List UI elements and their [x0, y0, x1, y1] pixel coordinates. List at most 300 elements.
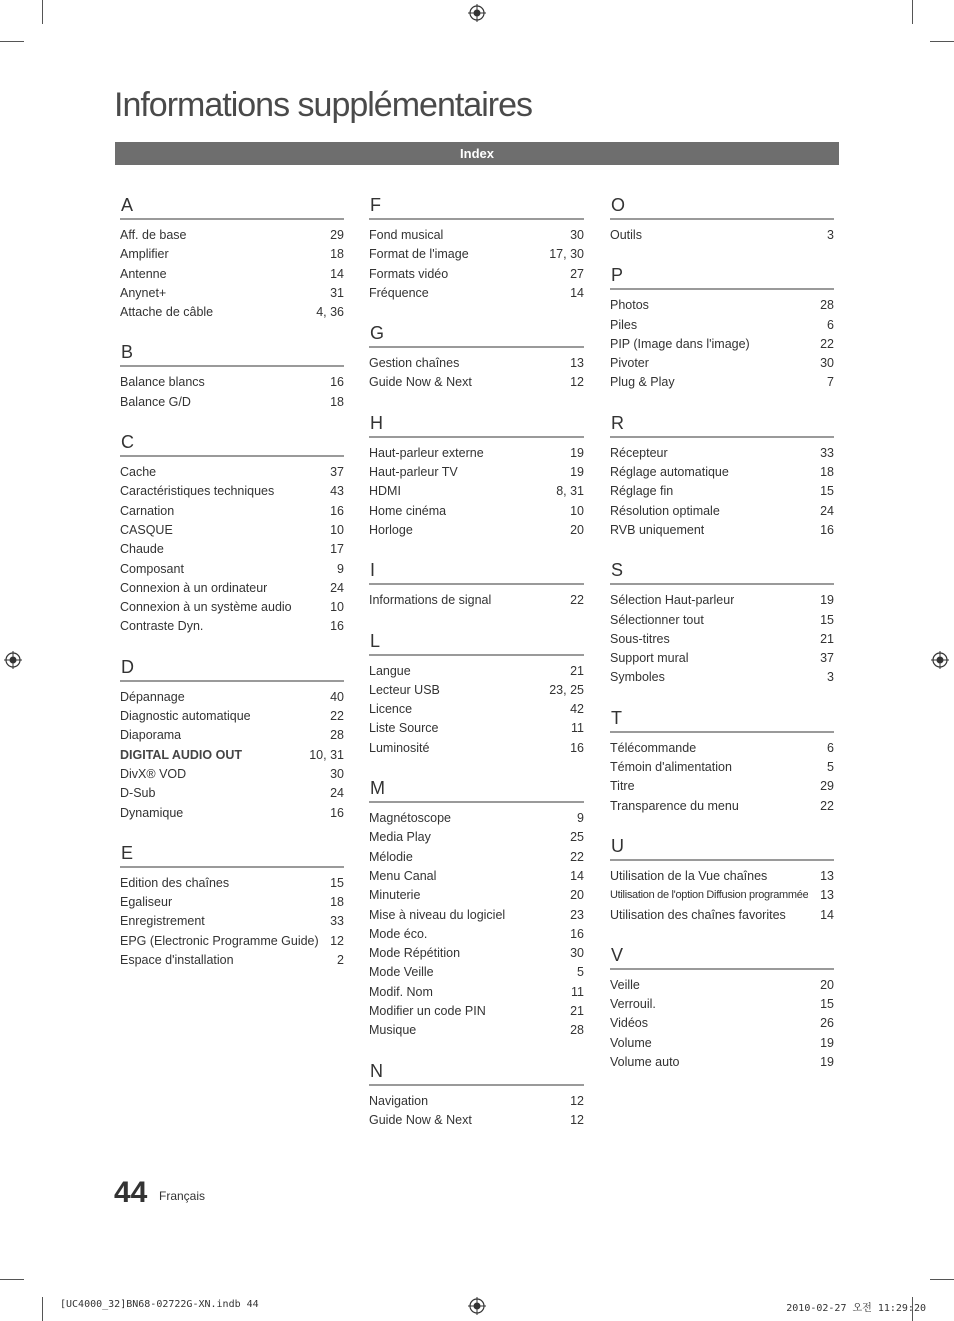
index-entry: [610, 316, 834, 335]
entry-term: Antenne: [120, 266, 167, 281]
crop-mark: [0, 1279, 24, 1280]
index-entry: [610, 521, 834, 540]
section-letter: C: [120, 430, 344, 457]
index-entry: [369, 662, 584, 681]
entry-term: Résolution optimale: [610, 503, 720, 518]
crop-mark: [912, 0, 913, 24]
index-section-s: [610, 558, 834, 687]
entry-page: 6: [827, 317, 834, 332]
entry-term: Télécommande: [610, 740, 697, 755]
index-entry: [120, 707, 344, 726]
index-entry: [369, 284, 584, 303]
index-entry: [610, 373, 834, 392]
entry-term: Aff. de base: [120, 228, 187, 242]
index-entry: [369, 1002, 584, 1021]
entry-term: Langue: [369, 663, 411, 678]
index-entry: [610, 797, 834, 816]
index-entry: [610, 1053, 834, 1072]
section-letter: L: [369, 629, 584, 656]
entry-page: 10: [330, 522, 344, 537]
entry-term: Musique: [369, 1023, 417, 1038]
entry-term: Edition des chaînes: [120, 875, 230, 890]
entry-term: Home cinéma: [369, 503, 447, 518]
entry-page: 13: [570, 356, 584, 371]
index-entry: [369, 809, 584, 828]
entry-term: DivX® VOD: [120, 766, 187, 781]
entry-term: Haut-parleur externe: [369, 445, 484, 460]
entry-page: 15: [820, 484, 834, 499]
index-section-d: [120, 655, 344, 823]
entry-page: 13: [820, 868, 834, 883]
page-title: Informations supplémentaires: [114, 86, 533, 124]
entry-page: 16: [570, 740, 584, 755]
crop-mark: [930, 1279, 954, 1280]
entry-page: 18: [330, 394, 344, 409]
index-entry: [120, 874, 344, 893]
index-entry: [120, 598, 344, 617]
index-entry: [369, 719, 584, 738]
entry-term: Amplifier: [120, 247, 169, 262]
index-entry: [120, 932, 344, 951]
index-entry: [369, 482, 584, 501]
entry-term: Piles: [610, 317, 638, 332]
entry-page: 19: [820, 1035, 834, 1050]
section-letter: P: [610, 263, 834, 290]
index-section-n: [369, 1059, 584, 1131]
entry-term: DIGITAL AUDIO OUT: [120, 747, 242, 762]
section-letter: H: [369, 411, 584, 438]
entry-term: Attache de câble: [120, 305, 214, 320]
section-letter: B: [120, 340, 344, 367]
entry-term: Utilisation de l'option Diffusion programmée: [610, 889, 809, 902]
print-footer-file: [UC4000_32]BN68-02722G-XN.indb 44: [60, 1299, 259, 1310]
entry-term: Minuterie: [369, 888, 421, 903]
index-entry: [369, 681, 584, 700]
entry-term: Cache: [120, 465, 157, 480]
index-entry: [120, 951, 344, 970]
index-entry: [369, 463, 584, 482]
index-entry: [369, 925, 584, 944]
entry-term: D-Sub: [120, 786, 156, 801]
index-entry: [610, 886, 834, 905]
section-letter: A: [120, 193, 344, 220]
index-section-f: [369, 193, 584, 303]
entry-page: 28: [330, 728, 344, 743]
index-entry: [120, 463, 344, 482]
entry-term: Lecteur USB: [369, 682, 440, 697]
index-entry: [610, 226, 834, 245]
entry-term: Sélection Haut-parleur: [610, 593, 735, 608]
index-entry: [610, 335, 834, 354]
print-footer-date: 2010-02-27 오전 11:29:20: [786, 1303, 926, 1314]
index-header-label: Index: [460, 146, 494, 161]
index-entry: [369, 1021, 584, 1040]
entry-term: Veille: [610, 977, 640, 992]
section-letter: M: [369, 776, 584, 803]
index-entry: [369, 444, 584, 463]
entry-page: 30: [820, 356, 834, 371]
crop-mark: [930, 41, 954, 42]
entry-page: 19: [570, 445, 584, 460]
entry-term: Chaude: [120, 542, 164, 557]
entry-term: Menu Canal: [369, 868, 437, 883]
entry-page: 15: [330, 875, 344, 890]
index-entry: [610, 1034, 834, 1053]
index-entry: [610, 463, 834, 482]
entry-term: Liste Source: [369, 721, 439, 736]
index-entry: [610, 906, 834, 925]
index-section-t: [610, 706, 834, 816]
entry-term: Volume auto: [610, 1055, 680, 1070]
crop-mark: [42, 1297, 43, 1321]
entry-term: Photos: [610, 298, 649, 313]
index-entry: [120, 893, 344, 912]
entry-page: 10, 31: [309, 747, 344, 762]
entry-term: Témoin d'alimentation: [610, 760, 732, 775]
entry-page: 19: [820, 1055, 834, 1070]
registration-mark-icon: [931, 651, 949, 669]
index-entry: [369, 867, 584, 886]
index-entry: [610, 482, 834, 501]
entry-term: Formats vidéo: [369, 266, 449, 281]
entry-term: HDMI: [369, 484, 401, 499]
entry-page: 13: [820, 888, 834, 903]
entry-term: CASQUE: [120, 522, 173, 537]
entry-page: 12: [570, 375, 584, 390]
index-column: [120, 193, 344, 988]
index-entry: [369, 739, 584, 758]
entry-term: Informations de signal: [369, 593, 492, 608]
entry-term: Volume: [610, 1035, 652, 1050]
index-section-a: [120, 193, 344, 322]
index-section-o: [610, 193, 834, 245]
index-entry: [120, 521, 344, 540]
page-number: 44: [114, 1176, 148, 1209]
entry-term: Contraste Dyn.: [120, 619, 204, 634]
index-entry: [120, 482, 344, 501]
entry-term: Verrouil.: [610, 997, 656, 1012]
index-section-m: [369, 776, 584, 1041]
entry-page: 20: [570, 888, 584, 903]
entry-page: 6: [827, 740, 834, 755]
entry-term: Modifier un code PIN: [369, 1004, 486, 1019]
index-section-c: [120, 430, 344, 637]
entry-term: Media Play: [369, 830, 431, 845]
entry-term: Transparence du menu: [610, 798, 739, 813]
entry-page: 19: [820, 593, 834, 608]
section-letter: T: [610, 706, 834, 733]
entry-page: 22: [330, 709, 344, 724]
entry-term: Connexion à un ordinateur: [120, 580, 268, 595]
entry-page: 2: [337, 953, 344, 968]
entry-term: Sélectionner tout: [610, 612, 704, 627]
index-entry: [120, 303, 344, 322]
entry-page: 14: [570, 868, 584, 883]
entry-page: 8, 31: [556, 484, 584, 499]
entry-term: Dynamique: [120, 805, 184, 820]
entry-term: Réglage fin: [610, 484, 674, 499]
entry-page: 15: [820, 612, 834, 627]
index-entry: [120, 393, 344, 412]
entry-term: Magnétoscope: [369, 811, 452, 826]
index-entry: [369, 828, 584, 847]
entry-page: 20: [820, 977, 834, 992]
entry-page: 28: [820, 298, 834, 313]
section-letter: F: [369, 193, 584, 220]
entry-page: 21: [820, 631, 834, 646]
index-section-p: [610, 263, 834, 392]
entry-page: 26: [820, 1016, 834, 1031]
index-entry: [610, 611, 834, 630]
entry-page: 42: [570, 702, 584, 717]
entry-page: 29: [330, 228, 344, 242]
entry-page: 16: [820, 522, 834, 537]
entry-page: 14: [570, 285, 584, 300]
entry-term: Guide Now & Next: [369, 1112, 472, 1127]
entry-page: 16: [330, 375, 344, 390]
entry-page: 4, 36: [316, 305, 344, 320]
entry-page: 9: [577, 811, 584, 826]
index-entry: [120, 688, 344, 707]
entry-page: 5: [827, 760, 834, 775]
section-letter: V: [610, 943, 834, 970]
entry-page: 33: [820, 445, 834, 460]
entry-page: 25: [570, 830, 584, 845]
entry-page: 5: [577, 965, 584, 980]
entry-term: Titre: [610, 779, 635, 794]
entry-page: 30: [330, 766, 344, 781]
index-entry: [369, 848, 584, 867]
index-entry: [120, 804, 344, 823]
entry-page: 10: [330, 600, 344, 615]
index-section-h: [369, 411, 584, 540]
entry-page: 14: [330, 266, 344, 281]
entry-term: Format de l'image: [369, 247, 469, 262]
entry-term: Utilisation de la Vue chaînes: [610, 868, 768, 883]
registration-mark-icon: [468, 1297, 486, 1315]
entry-term: Licence: [369, 702, 413, 717]
entry-page: 17: [330, 542, 344, 557]
entry-page: 16: [330, 503, 344, 518]
entry-term: Modif. Nom: [369, 984, 433, 999]
index-entry: [120, 726, 344, 745]
section-letter: S: [610, 558, 834, 585]
index-entry: [120, 245, 344, 264]
entry-page: 11: [571, 984, 584, 999]
entry-page: 9: [337, 561, 344, 576]
entry-term: Réglage automatique: [610, 465, 729, 480]
entry-page: 29: [820, 779, 834, 794]
entry-page: 27: [570, 266, 584, 281]
index-entry: [610, 444, 834, 463]
index-entry: [369, 886, 584, 905]
index-entry: [610, 630, 834, 649]
index-entry: [120, 226, 344, 245]
index-entry: [369, 1092, 584, 1111]
index-entry: [610, 758, 834, 777]
entry-page: 12: [570, 1112, 584, 1127]
index-entry: [610, 296, 834, 315]
entry-page: 31: [330, 285, 344, 300]
index-section-e: [120, 841, 344, 970]
entry-term: Symboles: [610, 670, 665, 685]
entry-page: 22: [820, 798, 834, 813]
entry-page: 14: [820, 907, 834, 922]
entry-term: Guide Now & Next: [369, 375, 472, 390]
entry-term: Fond musical: [369, 228, 444, 242]
section-letter: U: [610, 834, 834, 861]
entry-page: 30: [570, 228, 584, 242]
entry-term: Caractéristiques techniques: [120, 484, 275, 499]
entry-term: Balance G/D: [120, 394, 191, 409]
entry-page: 3: [827, 228, 834, 242]
index-entry: [369, 521, 584, 540]
registration-mark-icon: [468, 4, 486, 22]
index-entry: [369, 245, 584, 264]
index-entry: [120, 912, 344, 931]
entry-page: 33: [330, 914, 344, 929]
entry-page: 24: [330, 786, 344, 801]
entry-term: Plug & Play: [610, 375, 675, 390]
entry-term: Fréquence: [369, 285, 429, 300]
entry-page: 12: [570, 1093, 584, 1108]
index-entry: [610, 354, 834, 373]
entry-page: 20: [570, 522, 584, 537]
entry-term: Diagnostic automatique: [120, 709, 251, 724]
entry-page: 30: [570, 946, 584, 961]
index-section-g: [369, 321, 584, 393]
section-letter: G: [369, 321, 584, 348]
entry-term: Dépannage: [120, 689, 185, 704]
entry-term: Balance blancs: [120, 375, 205, 390]
entry-page: 18: [330, 247, 344, 262]
index-column: [610, 193, 834, 1090]
entry-term: Horloge: [369, 522, 413, 537]
section-letter: D: [120, 655, 344, 682]
entry-page: 16: [330, 619, 344, 634]
index-entry: [610, 649, 834, 668]
entry-term: Connexion à un système audio: [120, 600, 292, 615]
index-entry: [369, 1111, 584, 1130]
index-entry: [369, 700, 584, 719]
entry-page: 16: [330, 805, 344, 820]
entry-page: 21: [570, 663, 584, 678]
entry-term: Anynet+: [120, 285, 167, 300]
entry-term: Navigation: [369, 1093, 429, 1108]
entry-page: 18: [330, 895, 344, 910]
entry-page: 3: [827, 670, 834, 685]
index-section-i: [369, 558, 584, 610]
index-entry: [369, 906, 584, 925]
index-entry: [120, 502, 344, 521]
entry-page: 40: [330, 689, 344, 704]
entry-term: EPG (Electronic Programme Guide): [120, 933, 319, 948]
index-entry: [369, 944, 584, 963]
index-section-v: [610, 943, 834, 1072]
index-entry: [610, 502, 834, 521]
index-header-bar: [115, 142, 839, 165]
index-entry: [610, 668, 834, 687]
section-letter: R: [610, 411, 834, 438]
entry-page: 43: [330, 484, 344, 499]
index-entry: [120, 784, 344, 803]
index-section-u: [610, 834, 834, 925]
index-entry: [610, 867, 834, 886]
entry-page: 22: [570, 593, 584, 608]
section-letter: N: [369, 1059, 584, 1086]
index-entry: [120, 284, 344, 303]
entry-page: 7: [827, 375, 834, 390]
entry-page: 12: [330, 933, 344, 948]
index-entry: [369, 963, 584, 982]
section-letter: I: [369, 558, 584, 585]
entry-page: 18: [820, 465, 834, 480]
entry-term: Haut-parleur TV: [369, 465, 458, 480]
entry-term: Mode Répétition: [369, 946, 461, 961]
index-column: [369, 193, 584, 1148]
entry-term: Utilisation des chaînes favorites: [610, 907, 786, 922]
index-section-r: [610, 411, 834, 540]
entry-term: Diaporama: [120, 728, 182, 743]
index-entry: [610, 976, 834, 995]
entry-term: Composant: [120, 561, 184, 576]
entry-page: 16: [570, 926, 584, 941]
index-entry: [610, 591, 834, 610]
index-entry: [369, 265, 584, 284]
entry-page: 24: [820, 503, 834, 518]
entry-term: RVB uniquement: [610, 522, 705, 537]
crop-mark: [42, 0, 43, 24]
index-entry: [369, 502, 584, 521]
page-language: Français: [159, 1189, 206, 1203]
entry-term: Mélodie: [369, 849, 413, 864]
entry-term: Espace d'installation: [120, 953, 234, 968]
section-letter: E: [120, 841, 344, 868]
index-entry: [120, 265, 344, 284]
entry-page: 19: [570, 465, 584, 480]
entry-term: Outils: [610, 228, 642, 242]
entry-term: Sous-titres: [610, 631, 670, 646]
entry-page: 10: [570, 503, 584, 518]
entry-term: Pivoter: [610, 356, 649, 371]
registration-mark-icon: [4, 651, 22, 669]
entry-page: 15: [820, 997, 834, 1012]
index-entry: [120, 746, 344, 765]
index-entry: [120, 560, 344, 579]
index-entry: [610, 1014, 834, 1033]
index-entry: [610, 777, 834, 796]
index-entry: [120, 617, 344, 636]
entry-term: Gestion chaînes: [369, 356, 460, 371]
index-entry: [369, 983, 584, 1002]
entry-page: 22: [820, 336, 834, 351]
index-entry: [369, 591, 584, 610]
index-entry: [369, 373, 584, 392]
crop-mark: [0, 41, 24, 42]
entry-term: Egaliseur: [120, 895, 173, 910]
entry-term: Mode Veille: [369, 965, 434, 980]
entry-page: 17, 30: [549, 247, 584, 262]
index-entry: [120, 540, 344, 559]
entry-term: PIP (Image dans l'image): [610, 336, 750, 351]
index-entry: [610, 995, 834, 1014]
index-entry: [120, 373, 344, 392]
index-entry: [610, 739, 834, 758]
index-section-b: [120, 340, 344, 412]
entry-term: Carnation: [120, 503, 175, 518]
entry-term: Luminosité: [369, 740, 430, 755]
index-entry: [120, 579, 344, 598]
